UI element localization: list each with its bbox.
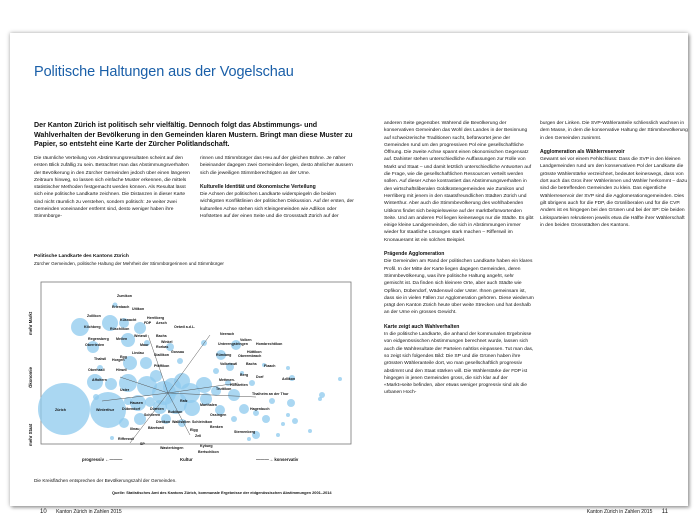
text-column-1 — [34, 155, 192, 221]
publication-name-right: Kanton Zürich in Zahlen 2015 — [586, 509, 653, 515]
svg-text:Zürich: Zürich — [55, 408, 66, 412]
chart-title: Politische Landkarte des Kantons Zürich — [34, 254, 129, 259]
svg-text:Illnau: Illnau — [130, 427, 140, 431]
svg-text:Rifferswil: Rifferswil — [118, 437, 135, 441]
svg-text:Bachs: Bachs — [246, 362, 257, 366]
svg-text:Dorf: Dorf — [256, 375, 264, 379]
svg-text:Sternenberg: Sternenberg — [234, 430, 256, 434]
publication-name-left: Kanton Zürich in Zahlen 2015 — [56, 509, 122, 515]
svg-text:Zollikon: Zollikon — [87, 314, 101, 318]
svg-text:Truttikon: Truttikon — [216, 387, 232, 391]
svg-text:Zell: Zell — [195, 434, 202, 438]
svg-text:Horgen: Horgen — [112, 358, 125, 362]
svg-text:Oetwil a.d.L.: Oetwil a.d.L. — [174, 325, 196, 329]
svg-text:FDP: FDP — [144, 321, 152, 325]
body-paragraph: rinnen und Stimmbürger das Heu auf der gleichen Bühne. Je näher beieinander dagegen zwei Gemeinden liegen, desto ähnlicher äussern sich die jeweiligen Stimmberechtigten an der Urne. — [200, 156, 353, 176]
svg-text:Mettmen.: Mettmen. — [219, 378, 235, 382]
svg-text:Bachs: Bachs — [156, 334, 167, 338]
y-axis-top-label: mehr Markt — [28, 311, 33, 335]
x-axis-right-label: ———→ konservativ — [256, 457, 299, 462]
svg-text:Stallikon: Stallikon — [154, 353, 169, 357]
page-number-right: 11 — [661, 509, 668, 515]
svg-text:Hagenbuch: Hagenbuch — [250, 407, 270, 411]
svg-text:Zumikon: Zumikon — [117, 294, 132, 298]
svg-text:Herrliberg: Herrliberg — [147, 316, 165, 320]
x-axis-title: Kultur — [180, 457, 193, 462]
svg-text:Oberrieden: Oberrieden — [85, 343, 105, 347]
svg-text:Küsnacht: Küsnacht — [120, 318, 137, 322]
svg-text:SP: SP — [140, 442, 145, 446]
svg-text:Rafz: Rafz — [180, 399, 188, 403]
svg-text:Hüttikon: Hüttikon — [247, 350, 262, 354]
chart-plot — [20, 273, 360, 473]
svg-text:Berg: Berg — [240, 373, 249, 377]
svg-text:Hausen: Hausen — [130, 401, 143, 405]
svg-text:Thalwil: Thalwil — [94, 357, 107, 361]
svg-text:Thalheim an der Thur: Thalheim an der Thur — [252, 392, 289, 396]
svg-text:Flaach: Flaach — [264, 364, 276, 368]
svg-text:Dietikon: Dietikon — [156, 420, 171, 424]
svg-text:Maur: Maur — [140, 343, 149, 347]
svg-text:Uitikon: Uitikon — [132, 307, 145, 311]
svg-text:Schleinikon: Schleinikon — [192, 420, 213, 424]
svg-text:Erlenbach: Erlenbach — [112, 305, 130, 309]
svg-text:Rümlang: Rümlang — [216, 353, 232, 357]
svg-text:Egg: Egg — [120, 355, 127, 359]
bubble-chart — [20, 273, 360, 473]
text-column-3 — [384, 120, 534, 397]
section-heading: Prägende Agglomeration — [384, 251, 445, 258]
svg-text:Ossingen: Ossingen — [210, 413, 227, 417]
x-axis-left-label: progressiv ←——— — [82, 457, 123, 462]
svg-text:Benken: Benken — [210, 425, 223, 429]
body-paragraph: burgen der Linken. Die SVP-Wähleranteile schliesslich wachsen in dem Masse, in dem die konservative Haltung der Stimmbevölkerung in den Gemeinden zunimmt. — [540, 121, 688, 141]
page-number-left: 10 — [40, 509, 47, 515]
svg-text:Meilen: Meilen — [116, 337, 128, 341]
svg-text:Oberembrach: Oberembrach — [238, 354, 262, 358]
svg-text:Bubikon: Bubikon — [168, 410, 183, 414]
svg-text:Hinwil: Hinwil — [116, 368, 127, 372]
svg-text:Dürnten: Dürnten — [150, 407, 164, 411]
svg-text:Kilchberg: Kilchberg — [84, 325, 101, 329]
page-spread — [10, 33, 688, 515]
text-column-2 — [200, 155, 360, 220]
page-title: Politische Haltungen aus der Vogelschau — [34, 64, 294, 80]
svg-text:Hombrechtikon: Hombrechtikon — [256, 342, 283, 346]
svg-text:Rorbas: Rorbas — [156, 345, 169, 349]
svg-text:Regensberg: Regensberg — [88, 337, 109, 341]
svg-text:Winterthur: Winterthur — [96, 408, 115, 412]
svg-text:Kyburg: Kyburg — [200, 444, 213, 448]
svg-text:Elgg: Elgg — [190, 428, 198, 432]
svg-text:Unterengstringen: Unterengstringen — [218, 342, 248, 346]
chart-source: Quelle: Statistisches Amt des Kantons Zürich, kommunale Ergebnisse der eidgenössischen Abstimmungen 2001–2014 — [112, 490, 332, 495]
svg-text:Aesch: Aesch — [156, 321, 167, 325]
svg-text:Hofstetten: Hofstetten — [230, 383, 248, 387]
body-paragraph: anderen Seite gegenüber. Während die Bevölkerung der konservativen Gemeinden das Wohl des Landes in der Besinnung auf schweizerische Traditionen sucht, befürwortet jene der Gemeinden rund um den progressiven Pol eine gesellschaftliche Öffnung. Die zweite Achse spannt einen ökonomischen Gegensatz auf. Dahinter stehen unterschiedliche Auffassungen zur Rolle von Markt und Staat – und damit letztlich unterschiedliche Antworten auf die Frage, wie die gesellschaftlichen Ressourcen verteilt werden sollen. Auf dieser Achse kontrastiert das Abstimmungsverhalten in den wirtschaftsliberalen Goldküstengemeinden wie Zumikon und Herrliberg mit jenem in den staatsfreundlichen Städten Zürich und Winterthur. Aber auch die Stimmbevölkerung des wohlhabenden Uitikons findet sich beispielsweise auf der marktbefürwortenden Seite. Und am anderen Pol liegen keineswegs nur die Städte. Es gibt einige kleine Landgemeinden, die sich in Abstimmungen immer wieder für staatliche Lösungen stark machen – Rifferswil im Knonaueramt ist ein solches Beispiel. — [384, 121, 534, 243]
footer-left — [40, 509, 122, 515]
section-heading: Kulturelle Identität und ökonomische Verteilung — [200, 183, 316, 190]
footer-right — [587, 509, 668, 515]
chart-header — [34, 254, 364, 267]
y-axis-bottom-label: mehr Staat — [28, 423, 33, 446]
svg-text:Affoltern: Affoltern — [92, 378, 107, 382]
body-paragraph: Die Gemeinden am Rand der politischen Landkarte haben ein klares Profil. In der Mitte der Karte liegen dagegen Gemeinden, deren Stimmbevölkerung, was ihre politische Haltung angeht, sehr gemischt ist. Da finden sich kleinere Orte, aber auch Städte wie Opfikon, Dübendorf, Wädenswil oder Uster. Ihnen gemeinsam ist, dass sie in vielen Fällen zur Agglomeration gehören. Diese wiederum prägt den Kanton Zürich heute über weite Strecken und hat deshalb an der Urne ein grosses Gewicht. — [384, 259, 534, 316]
body-paragraph: Die Achsen der politischen Landkarte widerspiegeln die beiden wichtigsten Konfliktlinien der politischen Diskussion. Auf der ersten, der kulturellen Achse stehen sich Kleingemeinden wie Adlikon oder Hofstetten auf der einen Seite und die Grossstadt Zürich auf der — [200, 192, 354, 220]
svg-text:Marthalen: Marthalen — [200, 403, 217, 407]
svg-text:Adlikon: Adlikon — [282, 377, 296, 381]
section-heading: Agglomeration als Wählerreservoir — [540, 148, 625, 155]
svg-text:Volken: Volken — [240, 338, 252, 342]
svg-text:Gossau: Gossau — [171, 350, 185, 354]
svg-text:Schlieren: Schlieren — [144, 413, 161, 417]
svg-text:Volketswil: Volketswil — [220, 362, 238, 366]
body-paragraph: Die räumliche Verteilung von Abstimmungsresultaten scheint auf den ersten Blick zufällig zu sein. Betrachtet man das Abstimmungsverhalten der Bevölkerung in den Zürcher Gemeinden jedoch über einen längeren Zeitraum hinweg, so lassen sich einfache Muster erkennen, die mittels statistischer Methoden festgemacht werden können. Als Resultat lässt sich eine politische Landkarte zeichnen. Die Distanzen in dieser Karte sind nicht räumlich zu verstehen, sondern politisch: Je weiter zwei Gemeinden voneinander entfernt sind, desto weniger haben ihre Stimmbürge- — [34, 156, 190, 220]
svg-text:Wetzwil: Wetzwil — [134, 334, 148, 338]
body-paragraph: Gewarnt sei vor einem Fehlschluss: Dass die SVP in den kleinen Landgemeinden rund um den konservativen Pol der Landkarte die grösste Wählerstärke verzeichnet, bedeutet keineswegs, dass von dort auch das Gros ihrer Wählerinnen und Wähler herkommt – dazu sind die betreffenden Gemeinden zu klein. Das eigentliche Wählerreservoir der SVP sind die Agglomerationsgemeinden. Dies gilt übrigens auch für die FDP, die Grünliberalen und für die CVP. Anders ist es hingegen bei den Grünen und bei der SP: Die beiden Linksparteien rekrutieren jeweils etwa die Hälfte ihrer Wählerschaft in den beiden Grossstädten des Kantons. — [540, 157, 688, 228]
section-heading: Karte zeigt auch Wahlverhalten — [384, 323, 460, 330]
svg-text:Bäretswil: Bäretswil — [148, 426, 164, 430]
svg-text:Uster: Uster — [120, 388, 130, 392]
svg-text:Wasterkingen: Wasterkingen — [160, 446, 184, 450]
svg-text:Neerach: Neerach — [220, 332, 235, 336]
lead-paragraph: Der Kanton Zürich ist politisch sehr vielfältig. Dennoch folgt das Abstimmungs- und Wahlverhalten der Bevölkerung in den Gemeinden klaren Mustern. Bringt man diese Muster zu Papier, so entsteht eine Karte der Zürcher Politlandschaft. — [34, 121, 353, 149]
svg-text:Pfäffikon: Pfäffikon — [154, 364, 170, 368]
body-paragraph: In die politische Landkarte, die anhand der kommunalen Ergebnisse von eidgenössischen Abstimmungen berechnet wurde, lassen sich auch die Wahlresultate der Parteien nahtlos einpassen. Tut man das, so zeigt sich folgendes Bild: Die SP und die Grünen haben ihre grössten Wähleranteile dort, wo man gesellschaftlich progressiv abstimmt und den Staat stärken will. Die Wählerstärke der FDP ist hingegen in jenen Gemeinden gross, die sich klar auf der «Markt»seite befinden, aber etwas weniger progressiv sind als die urbanen Hoch- — [384, 332, 534, 396]
chart-subtitle: Zürcher Gemeinden, politische Haltung der Mehrheit der Stimmbürgerinnen und Stimmbürger — [34, 260, 224, 266]
text-column-4 — [540, 120, 688, 229]
svg-text:Rüschlikon: Rüschlikon — [110, 327, 130, 331]
svg-text:Wallisellen: Wallisellen — [172, 420, 191, 424]
svg-text:Winkel: Winkel — [161, 340, 173, 344]
svg-text:Dübendorf: Dübendorf — [122, 407, 141, 411]
y-axis-title: Ökonomie — [28, 366, 33, 388]
svg-text:Lindau: Lindau — [132, 351, 144, 355]
svg-text:Bertschikon: Bertschikon — [198, 450, 219, 454]
svg-text:Oberhasli: Oberhasli — [88, 368, 105, 372]
chart-note: Die Kreisflächen entsprechen der Bevölkerungszahl der Gemeinden. — [34, 478, 177, 483]
